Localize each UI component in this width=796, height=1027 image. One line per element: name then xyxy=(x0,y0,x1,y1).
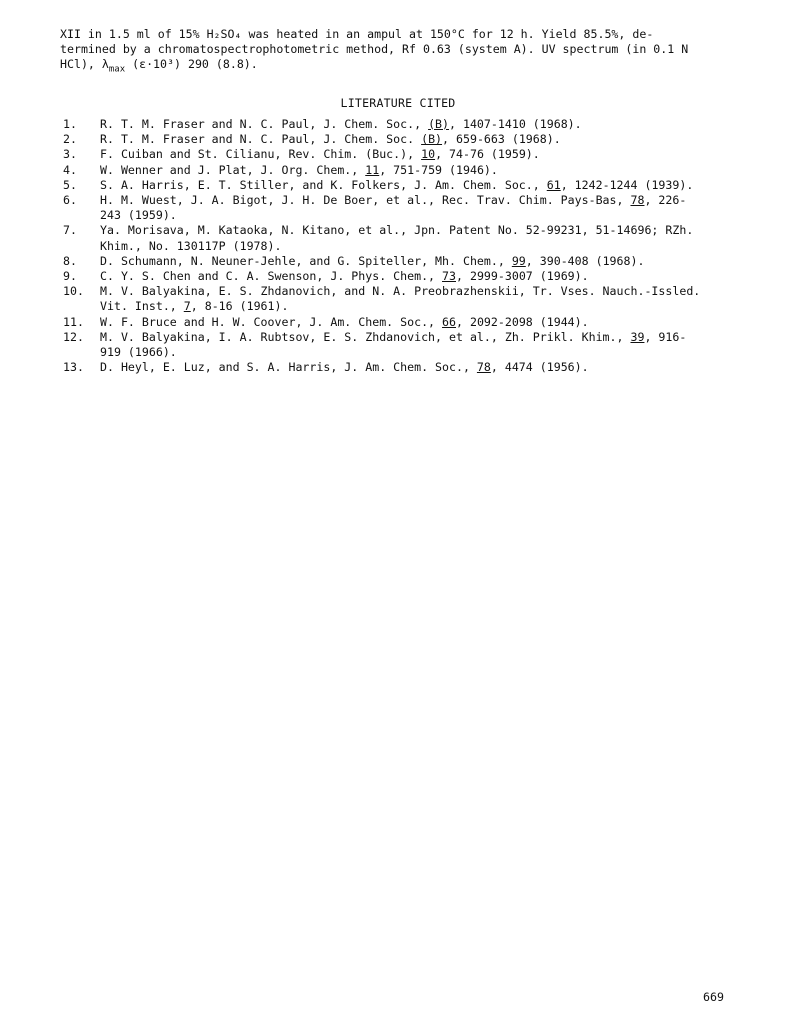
reference-item xyxy=(63,330,753,360)
intro-line-2: termined by a chromatospectrophotometric method, Rf 0.63 (system A). UV spectrum (in 0.1 N xyxy=(60,42,689,57)
intro-line-3-pre: HCl), λ xyxy=(60,57,109,72)
reference-volume: (B) xyxy=(428,117,450,131)
reference-pages: , 916- 919 (1966). xyxy=(100,329,687,360)
reference-pages: , 1407-1410 (1968). xyxy=(449,117,582,131)
reference-item xyxy=(63,223,753,253)
reference-volume: 78 xyxy=(476,360,491,375)
reference-citation: W. Wenner and J. Plat, J. Org. Chem., xyxy=(100,162,366,177)
reference-number: 8. xyxy=(63,253,77,268)
reference-pages: , 74-76 (1959). xyxy=(435,147,540,162)
reference-pages: , 390-408 (1968). xyxy=(525,253,645,268)
reference-text xyxy=(100,117,753,132)
reference-number: 3. xyxy=(63,147,77,162)
reference-citation: D. Heyl, E. Luz, and S. A. Harris, J. Am. Chem. Soc., xyxy=(100,360,477,375)
reference-text xyxy=(100,223,753,253)
reference-item xyxy=(63,163,753,178)
reference-text xyxy=(100,132,753,147)
reference-number: 11. xyxy=(63,314,84,329)
reference-citation: H. M. Wuest, J. A. Bigot, J. H. De Boer, et al., Rec. Trav. Chim. Pays-Bas, xyxy=(100,193,631,208)
reference-number: 6. xyxy=(63,193,77,208)
reference-pages: , 4474 (1956). xyxy=(490,360,589,375)
reference-citation: S. A. Harris, E. T. Stiller, and K. Folkers, J. Am. Chem. Soc., xyxy=(100,177,547,192)
reference-citation: M. V. Balyakina, E. S. Zhdanovich, and N. A. Preobrazhenskii, Tr. Vses. Nauch.-Issled. Vit. Inst., xyxy=(100,284,701,314)
reference-text xyxy=(100,147,753,162)
reference-pages: , 2999-3007 (1969). xyxy=(456,269,589,284)
reference-volume: (B) xyxy=(421,132,443,147)
reference-citation: R. T. M. Fraser and N. C. Paul, J. Chem. Soc., xyxy=(100,117,429,131)
reference-text xyxy=(100,330,753,360)
reference-citation: R. T. M. Fraser and N. C. Paul, J. Chem. Soc. xyxy=(100,132,422,147)
reference-item xyxy=(63,284,753,314)
reference-pages: , 659-663 (1968). xyxy=(442,132,561,147)
reference-citation: W. F. Bruce and H. W. Coover, J. Am. Chem. Soc., xyxy=(100,314,443,329)
reference-volume: 39 xyxy=(630,329,645,344)
reference-number: 12. xyxy=(63,329,84,344)
reference-text xyxy=(100,360,753,375)
reference-pages: , 226- 243 (1959). xyxy=(100,193,687,223)
reference-item xyxy=(63,132,753,147)
reference-pages: , 1242-1244 (1939). xyxy=(560,177,694,192)
reference-text xyxy=(100,178,753,193)
reference-item xyxy=(63,254,753,269)
reference-citation: Ya. Morisava, M. Kataoka, N. Kitano, et al., Jpn. Patent No. 52-99231, 51-14696; RZh. Khim., No. 130117P (1978). xyxy=(100,223,694,253)
reference-text xyxy=(100,284,753,314)
reference-number: 5. xyxy=(63,177,77,192)
reference-item xyxy=(63,178,753,193)
reference-number: 13. xyxy=(63,360,84,375)
reference-text xyxy=(100,254,753,269)
reference-pages: , 8-16 (1961). xyxy=(190,299,289,314)
page-number: 669 xyxy=(703,990,724,1004)
reference-text xyxy=(100,163,753,178)
reference-volume: 11 xyxy=(365,162,380,177)
reference-number: 10. xyxy=(63,284,84,299)
reference-pages: , 2092-2098 (1944). xyxy=(456,314,589,329)
reference-volume: 78 xyxy=(630,193,645,208)
intro-line-1: XII in 1.5 ml of 15% H₂SO₄ was heated in an ampul at 150°C for 12 h. Yield 85.5%, de- xyxy=(60,27,654,41)
reference-volume: 61 xyxy=(546,177,561,192)
reference-item xyxy=(63,315,753,330)
reference-list xyxy=(63,117,753,375)
reference-number: 4. xyxy=(63,162,77,177)
reference-item xyxy=(63,360,753,375)
reference-text xyxy=(100,269,753,284)
reference-number: 2. xyxy=(63,132,77,147)
reference-number: 7. xyxy=(63,223,77,238)
reference-citation: C. Y. S. Chen and C. A. Swenson, J. Phys. Chem., xyxy=(100,269,443,284)
reference-citation: M. V. Balyakina, I. A. Rubtsov, E. S. Zhdanovich, et al., Zh. Prikl. Khim., xyxy=(100,329,631,344)
section-heading: LITERATURE CITED xyxy=(340,96,456,110)
reference-volume: 66 xyxy=(442,314,456,329)
reference-pages: , 751-759 (1946). xyxy=(379,162,498,177)
lambda-max-subscript: max xyxy=(108,64,126,75)
reference-item xyxy=(63,147,753,162)
reference-citation: F. Cuiban and St. Cilianu, Rev. Chim. (Buc.), xyxy=(100,147,422,162)
intro-paragraph xyxy=(60,27,750,73)
reference-volume: 99 xyxy=(511,253,526,268)
reference-text xyxy=(100,315,753,330)
reference-item xyxy=(63,193,753,223)
intro-line-3-post: (ε·10³) 290 (8.8). xyxy=(125,57,258,72)
reference-number: 9. xyxy=(63,269,77,284)
reference-item xyxy=(63,269,753,284)
reference-number: 1. xyxy=(63,117,77,131)
intro-line-3 xyxy=(60,57,750,75)
reference-citation: D. Schumann, N. Neuner-Jehle, and G. Spiteller, Mh. Chem., xyxy=(100,253,512,268)
reference-text xyxy=(100,193,753,223)
reference-volume: 73 xyxy=(442,269,456,284)
reference-volume: 10 xyxy=(421,147,436,162)
reference-volume: 7 xyxy=(183,299,191,314)
reference-item xyxy=(63,117,753,132)
